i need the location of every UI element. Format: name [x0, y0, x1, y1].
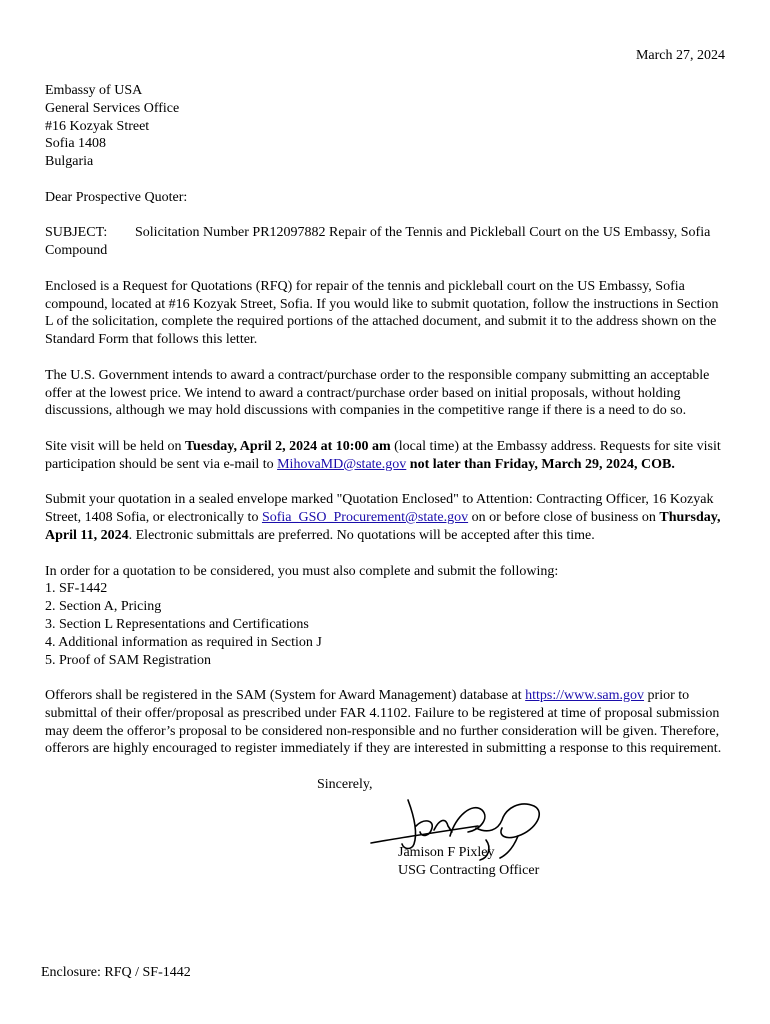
- site-visit-date: Tuesday, April 2, 2024 at 10:00 am: [185, 438, 391, 454]
- submission-text: Submit your quotation in a sealed envelope marked "Quotation Enclosed" to Attention: Contracting Officer, 16 Kozyak Street, 1408 Sofia, or electronically to: [45, 492, 714, 526]
- paragraph-sam-registration: [45, 687, 729, 758]
- address-line: Bulgaria: [45, 154, 94, 170]
- site-visit-text: (local time) at the Embassy address. Requests for site visit participation should be sent via e-mail to: [45, 438, 721, 472]
- list-item: 1. SF-1442: [45, 581, 108, 597]
- submission-deadline: Thursday, April 11, 2024: [45, 510, 721, 543]
- paragraph-submission: [45, 491, 729, 544]
- list-item: 3. Section L Representations and Certifications: [45, 616, 309, 632]
- paragraph-rfq-intro: Enclosed is a Request for Quotations (RFQ) for repair of the tennis and pickleball court on the US Embassy, Sofia compound, located at #16 Kozyak Street, Sofia. If you would like to submit quotation, follow the instructions in Section L of the solicitation, complete the required portions of the attached document, and submit it to the address shown on the Standard Form that follows this letter.: [45, 278, 719, 348]
- address-line: General Services Office: [45, 100, 180, 116]
- address-line: Sofia 1408: [45, 136, 107, 152]
- requirements-intro: In order for a quotation to be considered, you must also complete and submit the following:: [45, 563, 559, 579]
- closing: Sincerely,: [317, 777, 373, 793]
- list-item: 5. Proof of SAM Registration: [45, 652, 212, 668]
- enclosure-note: Enclosure: RFQ / SF-1442: [41, 965, 191, 980]
- address-line: #16 Kozyak Street: [45, 118, 150, 134]
- list-item: 2. Section A, Pricing: [45, 599, 162, 615]
- recipient-address: [45, 82, 729, 171]
- signature-block: [45, 794, 729, 878]
- signer-title: USG Contracting Officer: [398, 862, 540, 878]
- email-link-mihova[interactable]: MihovaMD@state.gov: [277, 456, 407, 472]
- list-item: 4. Additional information as required in Section J: [45, 634, 322, 650]
- email-link-procurement[interactable]: Sofia_GSO_Procurement@state.gov: [261, 510, 469, 526]
- signer-name: Jamison F Pixley: [398, 844, 495, 860]
- paragraph-site-visit: [45, 438, 729, 474]
- letter-body: [45, 82, 729, 878]
- letter-date: March 27, 2024: [635, 48, 725, 63]
- signer-info: [398, 844, 539, 880]
- site-visit-text: Site visit will be held on: [45, 438, 185, 454]
- sam-text: Offerors shall be registered in the SAM (System for Award Management) database at: [45, 688, 526, 704]
- subject-line: [45, 224, 729, 260]
- sam-website-link[interactable]: https://www.sam.gov: [525, 688, 645, 704]
- submission-text: on or before close of business on: [468, 510, 660, 526]
- sam-text: prior to submittal of their offer/proposal as prescribed under FAR 4.1102. Failure to be registered at time of proposal submission may deem the offeror’s proposal to be considered non-responsible and no further consideration will be given. Therefore, offerors are highly encouraged to register immediately if they are interested in submitting a response to this requirement.: [45, 688, 722, 757]
- subject-text: Solicitation Number PR12097882 Repair of the Tennis and Pickleball Court on the US Embassy, Sofia Compound: [45, 225, 711, 259]
- requirements-list: [45, 563, 729, 670]
- submission-text: . Electronic submittals are preferred. No quotations will be accepted after this time.: [128, 527, 595, 543]
- address-line: Embassy of USA: [45, 83, 143, 98]
- site-visit-deadline: not later than Friday, March 29, 2024, COB.: [406, 456, 675, 472]
- subject-label: SUBJECT:: [45, 225, 108, 241]
- paragraph-award-intent: The U.S. Government intends to award a contract/purchase order to the responsible company submitting an acceptable offer at the lowest price. We intend to award a contract/purchase order based on initial proposals, without holding discussions, although we may hold discussions with companies in the competitive range if there is a need to do so.: [45, 367, 710, 419]
- salutation: Dear Prospective Quoter:: [45, 189, 188, 205]
